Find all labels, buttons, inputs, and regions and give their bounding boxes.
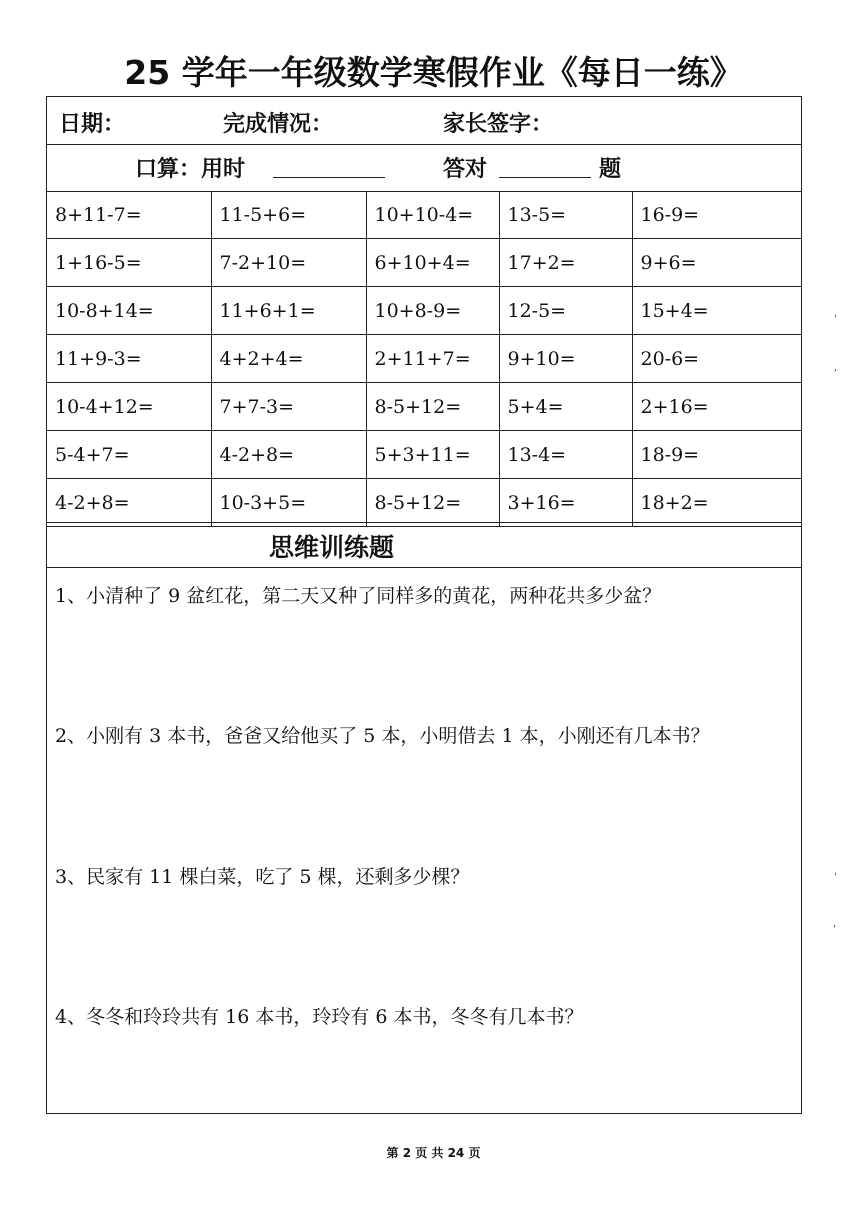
problem-cell: 18+2=	[632, 479, 801, 527]
question-unit: 题	[599, 157, 622, 182]
problem-cell: 10-3+5=	[211, 479, 366, 527]
problem-cell: 11+9-3=	[47, 335, 211, 383]
worksheet	[46, 96, 802, 1114]
problem-cell: 10-4+12=	[47, 383, 211, 431]
problem-cell: 10+8-9=	[366, 287, 499, 335]
time-blank[interactable]	[273, 177, 385, 178]
page-title: 25 学年一年级数学寒假作业《每日一练》	[124, 53, 743, 92]
correct-blank[interactable]	[499, 177, 591, 178]
problem-cell: 16-9=	[632, 191, 801, 239]
scan-speck: '	[834, 314, 837, 325]
problem-cell: 5-4+7=	[47, 431, 211, 479]
problem-cell: 7-2+10=	[211, 239, 366, 287]
oral-row	[47, 144, 801, 192]
problem-cell: 15+4=	[632, 287, 801, 335]
problem-cell: 4-2+8=	[211, 431, 366, 479]
problem-cell: 8-5+12=	[366, 479, 499, 527]
oral-problem-grid	[47, 191, 801, 527]
question-4: 4、冬冬和玲玲共有 16 本书，玲玲有 6 本书，冬冬有几本书？	[55, 1006, 584, 1028]
problem-cell: 5+4=	[499, 383, 632, 431]
problem-cell: 20-6=	[632, 335, 801, 383]
problem-row	[47, 431, 801, 479]
problem-cell: 6+10+4=	[366, 239, 499, 287]
problem-row	[47, 335, 801, 383]
problem-cell: 18-9=	[632, 431, 801, 479]
problem-cell: 1+16-5=	[47, 239, 211, 287]
problem-cell: 7+7-3=	[211, 383, 366, 431]
problem-cell: 13-4=	[499, 431, 632, 479]
scan-speck: ,	[833, 918, 837, 929]
problem-cell: 9+6=	[632, 239, 801, 287]
status-label: 完成情况：	[223, 112, 334, 137]
correct-label: 答对	[443, 157, 488, 182]
date-label: 日期：	[59, 112, 126, 137]
problem-cell: 11+6+1=	[211, 287, 366, 335]
oral-time-label: 口算：用时	[135, 157, 246, 182]
problem-cell: 5+3+11=	[366, 431, 499, 479]
problem-cell: 11-5+6=	[211, 191, 366, 239]
problem-cell: 4-2+8=	[47, 479, 211, 527]
question-1: 1、小清种了 9 盆红花，第二天又种了同样多的黄花，两种花共多少盆？	[55, 585, 662, 607]
question-2: 2、小刚有 3 本书，爸爸又给他买了 5 本，小明借去 1 本，小刚还有几本书？	[55, 725, 710, 747]
problem-row	[47, 383, 801, 431]
page-footer: 第 2 页 共 24 页	[386, 1146, 481, 1160]
info-row	[47, 97, 801, 145]
problem-cell: 2+11+7=	[366, 335, 499, 383]
problem-row	[47, 479, 801, 527]
problem-cell: 8+11-7=	[47, 191, 211, 239]
problem-cell: 8-5+12=	[366, 383, 499, 431]
problem-row	[47, 239, 801, 287]
scan-speck: '	[834, 872, 837, 883]
problem-cell: 12-5=	[499, 287, 632, 335]
problem-cell: 4+2+4=	[211, 335, 366, 383]
problem-cell: 10-8+14=	[47, 287, 211, 335]
problem-row	[47, 191, 801, 239]
problem-row	[47, 287, 801, 335]
problem-cell: 3+16=	[499, 479, 632, 527]
problem-cell: 9+10=	[499, 335, 632, 383]
problem-cell: 13-5=	[499, 191, 632, 239]
problem-cell: 10+10-4=	[366, 191, 499, 239]
problem-cell: 17+2=	[499, 239, 632, 287]
scan-speck: ,	[834, 362, 838, 373]
problem-cell: 2+16=	[632, 383, 801, 431]
question-3: 3、民家有 11 棵白菜，吃了 5 棵，还剩多少棵？	[55, 866, 470, 888]
thinking-section-title: 思维训练题	[47, 522, 801, 568]
signature-label: 家长签字：	[443, 112, 554, 137]
